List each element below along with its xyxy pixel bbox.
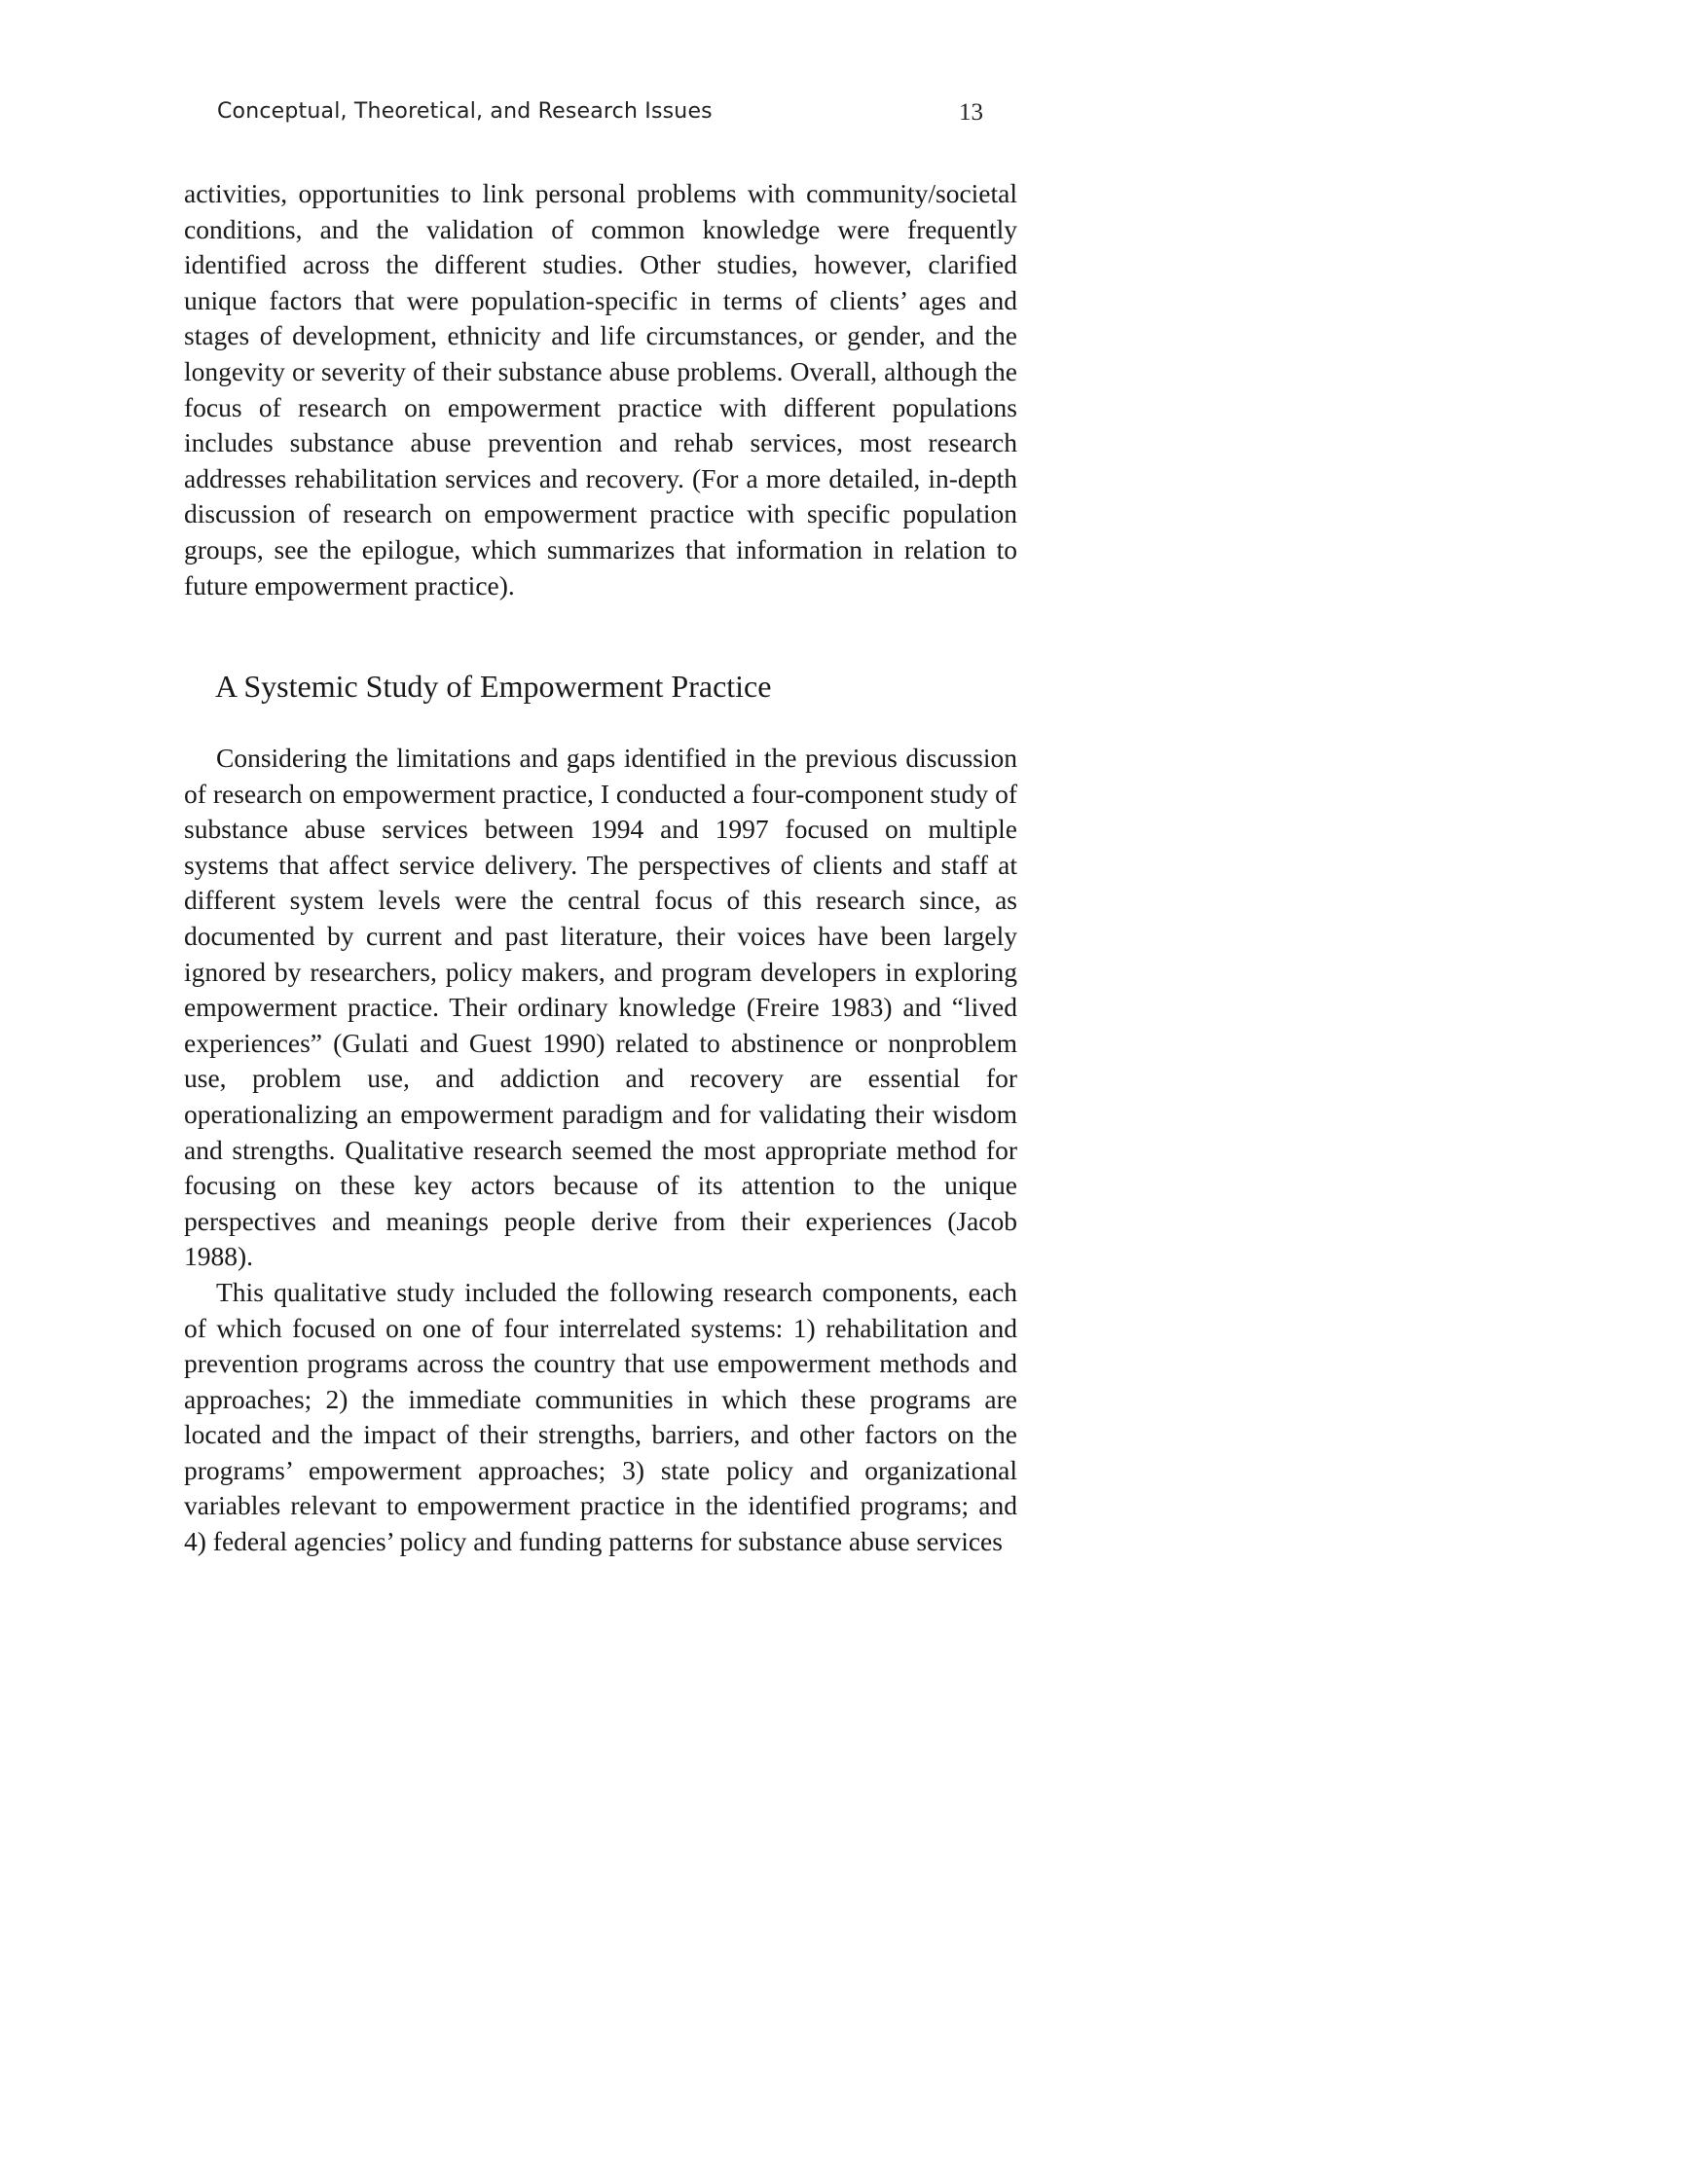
continued-paragraph: activities, opportunities to link personal problems with community/societal conditions, and the validation of common knowledge were frequently identified across the different studies. Other studies, however, clarified unique factors that were population-specific in terms of clients’ ages and stages of development, ethnicity and life circumstances, or gender, and the longevity or severity of their substance abuse problems. Overall, although the focus of research on empowerment practice with different populations includes substance abuse prevention and rehab services, most research addresses rehabilitation services and recovery. (For a more detailed, in-depth discussion of research on empowerment practice with specific population groups, see the epilogue, which summarizes that information in relation to future empowerment practice). [184, 178, 1017, 601]
section-paragraph-2: This qualitative study included the following research components, each of which focused on one of four interrelated systems: 1) rehabilitation and prevention programs across the country that use empowerment methods and approaches; 2) the immediate communities in which these programs are located and the impact of their strengths, barriers, and other factors on the programs’ empowerment approaches; 3) state policy and organizational variables relevant to empowerment practice in the identified programs; and 4) federal agencies’ policy and funding patterns for substance abuse services [184, 1276, 1017, 1557]
page-number: 13 [959, 99, 983, 126]
running-head-title: Conceptual, Theoretical, and Research Issues [217, 99, 713, 124]
section-body [184, 741, 1017, 1560]
section-paragraph-1: Considering the limitations and gaps identified in the previous discussion of research on empowerment practice, I conducted a four-component study of substance abuse services between 1994 and 1997 focused on multiple systems that affect service delivery. The perspectives of clients and staff at different system levels were the central focus of this research since, as documented by current and past literature, their voices have been largely ignored by researchers, policy makers, and program developers in exploring empowerment practice. Their ordinary knowledge (Freire 1983) and “lived experiences” (Gulati and Guest 1990) related to abstinence or nonproblem use, problem use, and addiction and recovery are essential for operationalizing an empowerment paradigm and for validating their wisdom and strengths. Qualitative research seemed the most appropriate method for focusing on these key actors because of its attention to the unique perspectives and meanings people derive from their experiences (Jacob 1988). [184, 743, 1017, 1272]
running-head [217, 99, 983, 132]
continued-paragraph-block [184, 176, 1017, 603]
section-heading: A Systemic Study of Empowerment Practice [215, 669, 772, 704]
